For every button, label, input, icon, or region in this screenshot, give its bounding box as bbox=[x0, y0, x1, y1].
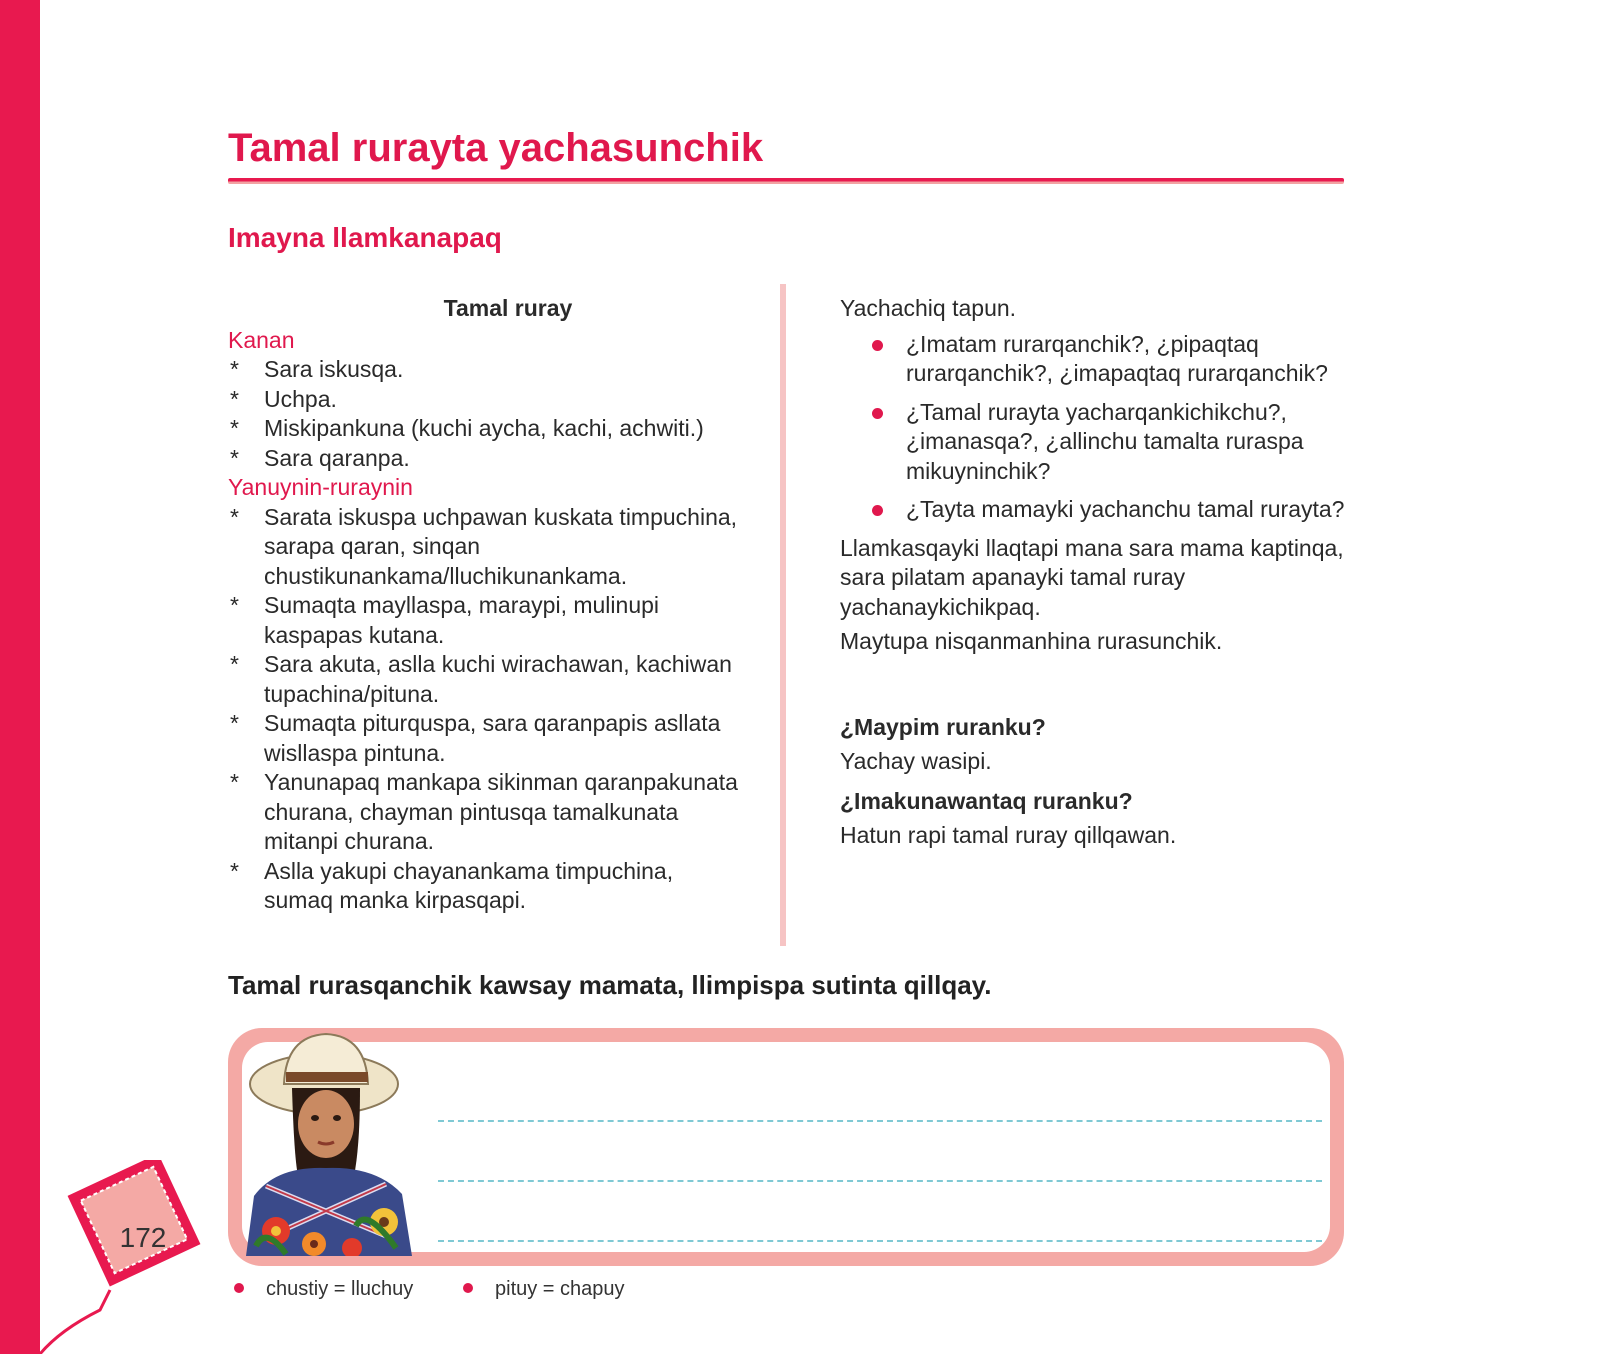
steps-label: Yanuynin-ruraynin bbox=[228, 474, 413, 500]
steps-list bbox=[228, 503, 748, 916]
writing-line[interactable] bbox=[438, 1180, 1322, 1182]
question-item: ¿Tamal rurayta yacharqankichikchu?, ¿imanasqa?, ¿allinchu tamalta ruraspa mikuyninchik? bbox=[840, 398, 1350, 487]
column-divider bbox=[780, 284, 786, 946]
page-number: 172 bbox=[119, 1222, 167, 1253]
answer-where: Yachay wasipi. bbox=[840, 748, 992, 774]
andean-girl-illustration bbox=[236, 1026, 426, 1256]
ingredient-item: * Uchpa. bbox=[228, 385, 748, 415]
activity-instruction: Tamal rurasqanchik kawsay mamata, llimpispa sutinta qillqay. bbox=[228, 970, 992, 1000]
section-subtitle: Imayna llamkanapaq bbox=[228, 222, 502, 253]
title-underline bbox=[228, 178, 1344, 184]
glossary-text: pituy = chapuy bbox=[495, 1278, 625, 1300]
recipe-title: Tamal ruray bbox=[443, 295, 573, 321]
heading-where: ¿Maypim ruranku? bbox=[840, 713, 1046, 740]
step-item: * Sumaqta mayllaspa, maraypi, mulinupi kaspapas kutana. bbox=[228, 591, 748, 650]
heading-what: ¿Imakunawantaq ruranku? bbox=[840, 787, 1133, 814]
paragraph-follow: Maytupa nisqanmanhina rurasunchik. bbox=[840, 628, 1223, 654]
questions-list bbox=[840, 330, 1350, 525]
recipe-column bbox=[228, 294, 748, 916]
ingredient-item: * Sara qaranpa. bbox=[228, 444, 748, 474]
teacher-intro: Yachachiq tapun. bbox=[840, 295, 1017, 321]
glossary-text: chustiy = lluchuy bbox=[266, 1278, 414, 1300]
page-number-tag-icon bbox=[0, 1160, 210, 1354]
glossary-item bbox=[234, 1278, 413, 1301]
page-title: Tamal rurayta yachasunchik bbox=[228, 126, 764, 170]
step-item: * Yanunapaq mankapa sikinman qaranpakunata churana, chayman pintusqa tamalkunata mitanpi churana. bbox=[228, 768, 748, 857]
left-color-band bbox=[0, 0, 40, 1354]
step-item: * Sarata iskuspa uchpawan kuskata timpuchina, sarapa qaran, sinqan chustikunankama/lluchikunankama. bbox=[228, 503, 748, 592]
bullet-icon bbox=[234, 1283, 244, 1293]
step-item: * Sumaqta piturquspa, sara qaranpapis asllata wisllaspa pintuna. bbox=[228, 709, 748, 768]
question-item: ¿Imatam rurarqanchik?, ¿pipaqtaq rurarqanchik?, ¿imapaqtaq rurarqanchik? bbox=[840, 330, 1350, 389]
question-item: ¿Tayta mamayki yachanchu tamal rurayta? bbox=[840, 495, 1350, 525]
answer-what: Hatun rapi tamal ruray qillqawan. bbox=[840, 822, 1177, 848]
paragraph-corn: Llamkasqayki llaqtapi mana sara mama kaptinqa, sara pilatam apanayki tamal ruray yachanaykichikpaq. bbox=[840, 534, 1344, 620]
glossary-item bbox=[463, 1278, 625, 1301]
ingredients-label: Kanan bbox=[228, 326, 295, 353]
step-item: * Sara akuta, aslla kuchi wirachawan, kachiwan tupachina/pituna. bbox=[228, 650, 748, 709]
ingredients-list bbox=[228, 355, 748, 473]
bullet-icon bbox=[463, 1283, 473, 1293]
ingredient-item: * Miskipankuna (kuchi aycha, kachi, achwiti.) bbox=[228, 414, 748, 444]
step-item: * Aslla yakupi chayanankama timpuchina, sumaq manka kirpasqapi. bbox=[228, 857, 748, 916]
writing-line[interactable] bbox=[438, 1120, 1322, 1122]
ingredient-item: * Sara iskusqa. bbox=[228, 355, 748, 385]
writing-line[interactable] bbox=[438, 1240, 1322, 1242]
discussion-column bbox=[840, 294, 1350, 851]
